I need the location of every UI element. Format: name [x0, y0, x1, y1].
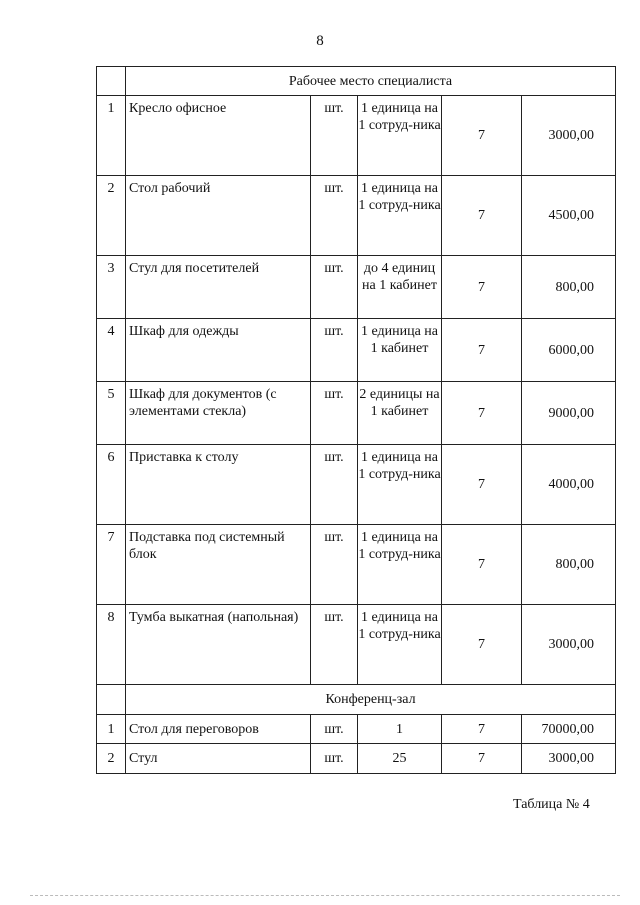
item-price: 3000,00 [522, 96, 616, 176]
item-unit: шт. [311, 256, 358, 319]
item-name: Стул [126, 744, 311, 774]
row-number: 1 [97, 715, 126, 744]
item-unit: шт. [311, 744, 358, 774]
section-num-cell [97, 67, 126, 96]
item-norm: 2 единицы на 1 кабинет [358, 382, 442, 445]
section-title: Конференц-зал [126, 685, 616, 715]
item-norm: до 4 единиц на 1 кабинет [358, 256, 442, 319]
item-price: 800,00 [522, 256, 616, 319]
item-price: 70000,00 [522, 715, 616, 744]
equipment-table [96, 66, 616, 774]
item-price: 9000,00 [522, 382, 616, 445]
table-caption: Таблица № 4 [513, 797, 590, 812]
row-number: 8 [97, 605, 126, 685]
item-norm: 1 единица на 1 сотруд-ника [358, 525, 442, 605]
item-unit: шт. [311, 319, 358, 382]
item-norm: 1 единица на 1 сотруд-ника [358, 445, 442, 525]
row-number: 2 [97, 176, 126, 256]
item-price: 4500,00 [522, 176, 616, 256]
item-unit: шт. [311, 96, 358, 176]
item-name: Шкаф для документов (с элементами стекла) [126, 382, 311, 445]
item-service-years: 7 [442, 256, 522, 319]
item-unit: шт. [311, 525, 358, 605]
table-row [97, 176, 616, 256]
item-name: Шкаф для одежды [126, 319, 311, 382]
item-price: 6000,00 [522, 319, 616, 382]
section-title: Рабочее место специалиста [126, 67, 616, 96]
table-row [97, 96, 616, 176]
item-name: Стол рабочий [126, 176, 311, 256]
item-price: 800,00 [522, 525, 616, 605]
bottom-divider [30, 895, 620, 896]
item-service-years: 7 [442, 605, 522, 685]
table-row [97, 715, 616, 744]
item-norm: 1 единица на 1 кабинет [358, 319, 442, 382]
item-name: Стул для посетителей [126, 256, 311, 319]
item-service-years: 7 [442, 744, 522, 774]
table-row [97, 319, 616, 382]
item-norm: 1 единица на 1 сотруд-ника [358, 605, 442, 685]
item-norm: 25 [358, 744, 442, 774]
table-row [97, 256, 616, 319]
item-price: 4000,00 [522, 445, 616, 525]
row-number: 6 [97, 445, 126, 525]
item-service-years: 7 [442, 715, 522, 744]
row-number: 7 [97, 525, 126, 605]
table-row [97, 744, 616, 774]
item-name: Приставка к столу [126, 445, 311, 525]
row-number: 1 [97, 96, 126, 176]
table-row [97, 445, 616, 525]
row-number: 2 [97, 744, 126, 774]
page-number: 8 [316, 33, 324, 49]
row-number: 3 [97, 256, 126, 319]
item-service-years: 7 [442, 96, 522, 176]
item-unit: шт. [311, 715, 358, 744]
item-service-years: 7 [442, 525, 522, 605]
item-norm: 1 [358, 715, 442, 744]
item-name: Кресло офисное [126, 96, 311, 176]
section-header-workplace [97, 67, 616, 96]
section-header-conference [97, 685, 616, 715]
item-name: Стол для переговоров [126, 715, 311, 744]
item-name: Подставка под системный блок [126, 525, 311, 605]
row-number: 5 [97, 382, 126, 445]
item-service-years: 7 [442, 445, 522, 525]
section-num-cell [97, 685, 126, 715]
item-unit: шт. [311, 382, 358, 445]
item-service-years: 7 [442, 382, 522, 445]
row-number: 4 [97, 319, 126, 382]
table-row [97, 525, 616, 605]
item-unit: шт. [311, 605, 358, 685]
item-norm: 1 единица на 1 сотруд-ника [358, 96, 442, 176]
item-service-years: 7 [442, 319, 522, 382]
item-unit: шт. [311, 445, 358, 525]
item-service-years: 7 [442, 176, 522, 256]
item-price: 3000,00 [522, 744, 616, 774]
item-name: Тумба выкатная (напольная) [126, 605, 311, 685]
item-unit: шт. [311, 176, 358, 256]
item-price: 3000,00 [522, 605, 616, 685]
table-row [97, 382, 616, 445]
table-row [97, 605, 616, 685]
item-norm: 1 единица на 1 сотруд-ника [358, 176, 442, 256]
